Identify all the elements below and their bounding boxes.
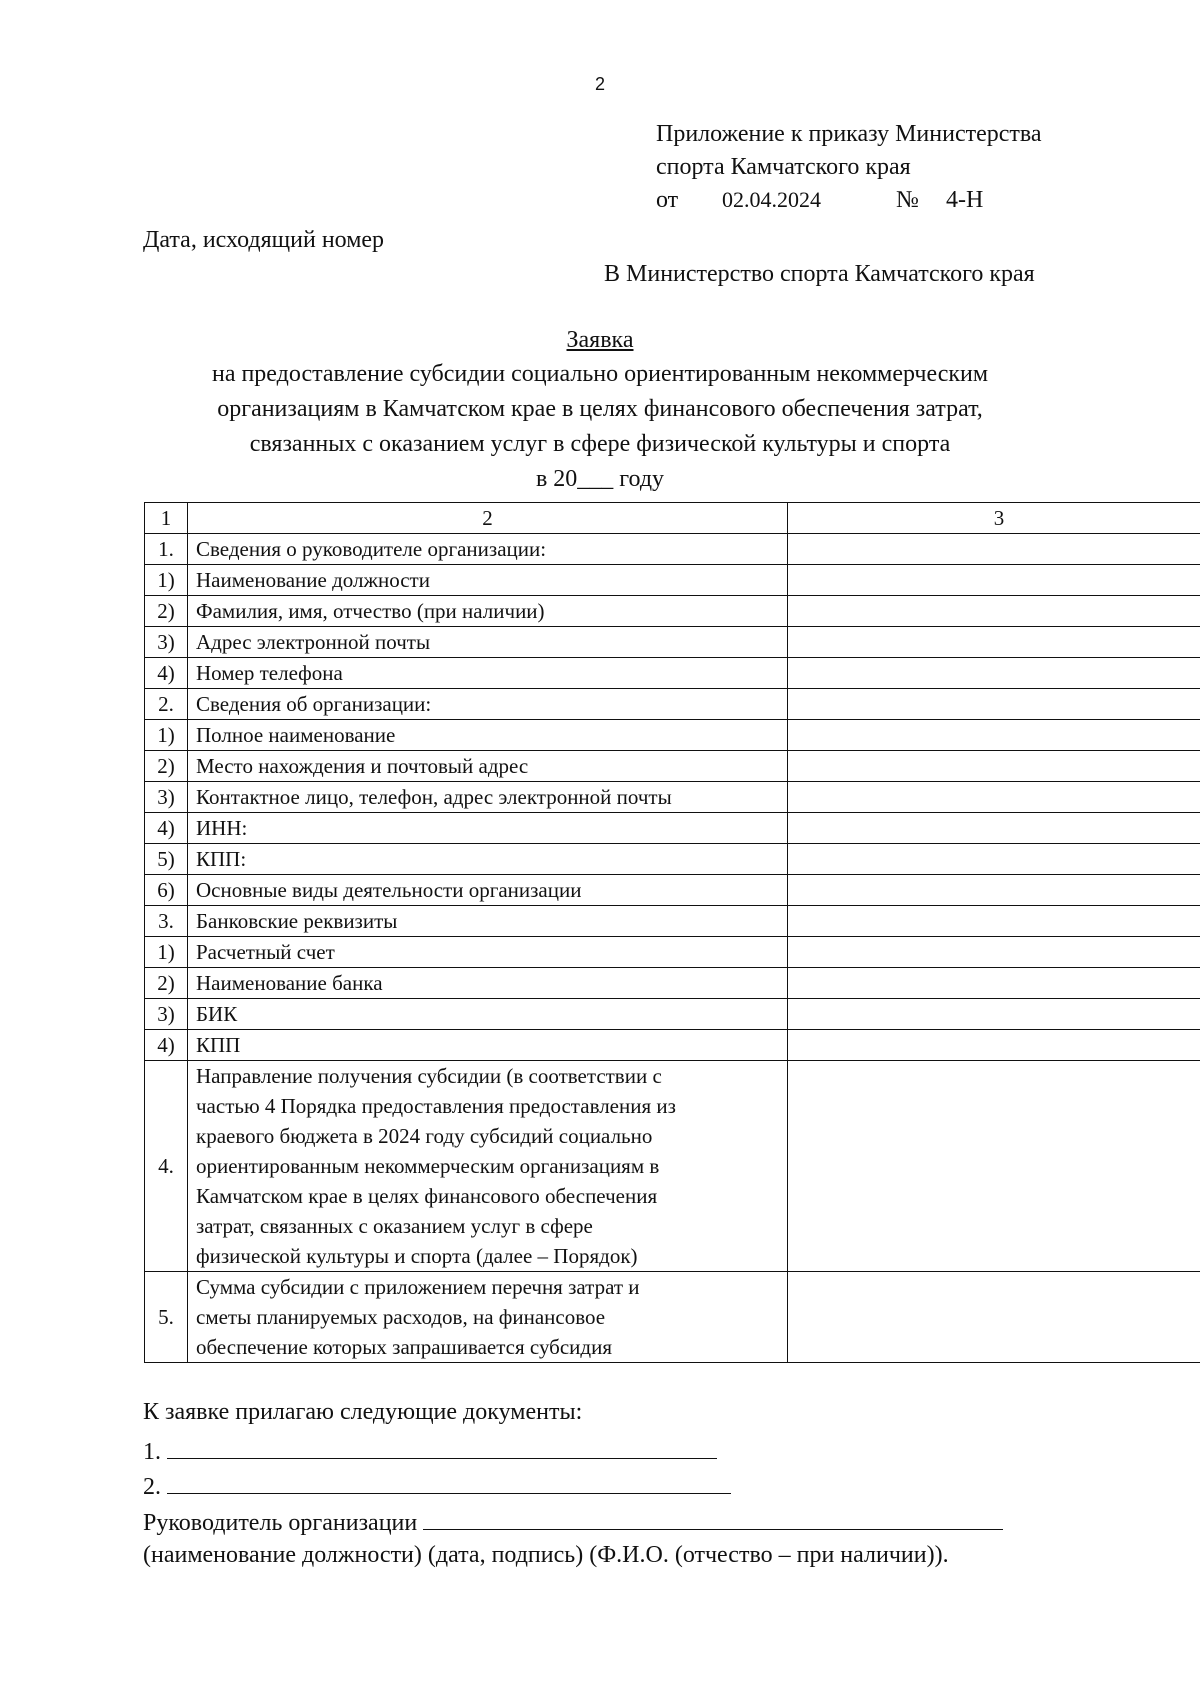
- table-row: [145, 813, 1200, 844]
- column-header: 2: [188, 503, 788, 534]
- row-value-cell[interactable]: [788, 720, 1200, 751]
- row-number: 1.: [145, 534, 188, 565]
- table-row: [145, 596, 1200, 627]
- table-row: [145, 937, 1200, 968]
- application-table: [144, 502, 1200, 1363]
- table-row: [145, 1030, 1200, 1061]
- row-label: ИНН:: [188, 813, 788, 844]
- table-header-row: [145, 503, 1200, 534]
- row-number: 4.: [145, 1061, 188, 1272]
- table-row: [145, 751, 1200, 782]
- row-label-line: краевого бюджета в 2024 году субсидий социально: [196, 1124, 653, 1148]
- row-label-line: частью 4 Порядка предоставления предоставления из: [196, 1094, 676, 1118]
- page-number: 2: [594, 74, 605, 94]
- row-label: Сведения об организации:: [188, 689, 788, 720]
- table-row: [145, 658, 1200, 689]
- row-label-line: Сумма субсидии с приложением перечня затрат и: [196, 1275, 640, 1299]
- row-value-cell[interactable]: [788, 596, 1200, 627]
- document-heading: Заявка: [566, 327, 634, 353]
- row-label: БИК: [188, 999, 788, 1030]
- row-value-cell[interactable]: [788, 658, 1200, 689]
- row-value-cell[interactable]: [788, 782, 1200, 813]
- row-label: Наименование банка: [188, 968, 788, 999]
- table-row: [145, 1061, 1200, 1272]
- row-number: 2): [145, 751, 188, 782]
- row-number: 2.: [145, 689, 188, 720]
- row-label-line: ориентированным некоммерческим организациям в: [196, 1154, 660, 1178]
- row-number: 1): [145, 565, 188, 596]
- row-label: Расчетный счет: [188, 937, 788, 968]
- signature-caption: (наименование должности) (дата, подпись) (Ф.И.О. (отчество – при наличии)).: [143, 1542, 949, 1568]
- row-label: Сведения о руководителе организации:: [188, 534, 788, 565]
- attachment-item-2-number: 2.: [143, 1474, 161, 1500]
- title-line-4: в 20___ году: [535, 466, 665, 492]
- attachments-intro: К заявке прилагаю следующие документы:: [143, 1399, 583, 1425]
- row-number: 1): [145, 937, 188, 968]
- title-line-2: организациям в Камчатском крае в целях финансового обеспечения затрат,: [217, 396, 983, 422]
- attachment-line-1: [167, 1432, 717, 1459]
- order-number: 4-Н: [946, 187, 984, 213]
- table-row: [145, 844, 1200, 875]
- row-label: Адрес электронной почты: [188, 627, 788, 658]
- signature-label: Руководитель организации: [143, 1510, 418, 1536]
- outgoing-date-number: Дата, исходящий номер: [143, 227, 385, 253]
- table-row: [145, 782, 1200, 813]
- row-label: Контактное лицо, телефон, адрес электронной почты: [188, 782, 788, 813]
- row-number: 5): [145, 844, 188, 875]
- attachment-line-2: [167, 1467, 731, 1494]
- row-number: 3): [145, 999, 188, 1030]
- appendix-line-2: спорта Камчатского края: [656, 154, 911, 180]
- row-value-cell[interactable]: [788, 1030, 1200, 1061]
- table-row: [145, 999, 1200, 1030]
- row-number: 3): [145, 782, 188, 813]
- table-row: [145, 565, 1200, 596]
- order-number-label: №: [896, 187, 919, 213]
- row-number: 4): [145, 1030, 188, 1061]
- row-label: Наименование должности: [188, 565, 788, 596]
- row-value-cell[interactable]: [788, 1272, 1200, 1363]
- row-number: 1): [145, 720, 188, 751]
- table-row: [145, 968, 1200, 999]
- row-label-line: Направление получения субсидии (в соответствии с: [196, 1064, 662, 1088]
- table-row: [145, 689, 1200, 720]
- row-number: 4): [145, 813, 188, 844]
- table-row: [145, 906, 1200, 937]
- row-number: 5.: [145, 1272, 188, 1363]
- row-label-line: обеспечение которых запрашивается субсидия: [196, 1335, 613, 1359]
- row-label: Место нахождения и почтовый адрес: [188, 751, 788, 782]
- row-value-cell[interactable]: [788, 906, 1200, 937]
- row-label: Банковские реквизиты: [188, 906, 788, 937]
- row-number: 3.: [145, 906, 188, 937]
- signature-line: [423, 1503, 1003, 1530]
- row-value-cell[interactable]: [788, 844, 1200, 875]
- attachment-item-2: [143, 1467, 731, 1503]
- row-label-line: затрат, связанных с оказанием услуг в сфере: [196, 1214, 593, 1238]
- row-number: 3): [145, 627, 188, 658]
- column-header: 1: [145, 503, 188, 534]
- row-number: 6): [145, 875, 188, 906]
- row-label: КПП: [188, 1030, 788, 1061]
- appendix-line-1: Приложение к приказу Министерства: [656, 121, 1042, 147]
- row-value-cell[interactable]: [788, 937, 1200, 968]
- row-label: Номер телефона: [188, 658, 788, 689]
- title-line-1: на предоставление субсидии социально ориентированным некоммерческим: [211, 361, 989, 387]
- column-header: 3: [788, 503, 1200, 534]
- table-row: [145, 875, 1200, 906]
- row-number: 4): [145, 658, 188, 689]
- row-label: КПП:: [188, 844, 788, 875]
- row-label-line: Камчатском крае в целях финансового обеспечения: [196, 1184, 658, 1208]
- signature-row: [143, 1503, 1003, 1539]
- row-value-cell[interactable]: [788, 1061, 1200, 1272]
- row-value-cell[interactable]: [788, 751, 1200, 782]
- table-row: [145, 1272, 1200, 1363]
- title-line-3: связанных с оказанием услуг в сфере физической культуры и спорта: [249, 431, 951, 457]
- row-label: Полное наименование: [188, 720, 788, 751]
- row-value-cell[interactable]: [788, 627, 1200, 658]
- row-number: 2): [145, 968, 188, 999]
- row-label: [188, 1061, 788, 1272]
- row-label: Основные виды деятельности организации: [188, 875, 788, 906]
- order-from-label: от: [656, 187, 679, 213]
- row-label: [188, 1272, 788, 1363]
- table-row: [145, 534, 1200, 565]
- attachment-item-1-number: 1.: [143, 1439, 161, 1465]
- row-value-cell[interactable]: [788, 875, 1200, 906]
- row-value-cell[interactable]: [788, 813, 1200, 844]
- row-value-cell[interactable]: [788, 565, 1200, 596]
- row-number: 2): [145, 596, 188, 627]
- addressee: В Министерство спорта Камчатского края: [604, 261, 1035, 287]
- row-value-cell[interactable]: [788, 999, 1200, 1030]
- attachment-item-1: [143, 1432, 717, 1468]
- row-label-line: сметы планируемых расходов, на финансовое: [196, 1305, 606, 1329]
- row-value-cell[interactable]: [788, 689, 1200, 720]
- row-value-cell[interactable]: [788, 534, 1200, 565]
- row-label-line: физической культуры и спорта (далее – Порядок): [196, 1244, 638, 1268]
- table-row: [145, 720, 1200, 751]
- row-value-cell[interactable]: [788, 968, 1200, 999]
- row-label: Фамилия, имя, отчество (при наличии): [188, 596, 788, 627]
- table-row: [145, 627, 1200, 658]
- order-date: 02.04.2024: [722, 187, 821, 212]
